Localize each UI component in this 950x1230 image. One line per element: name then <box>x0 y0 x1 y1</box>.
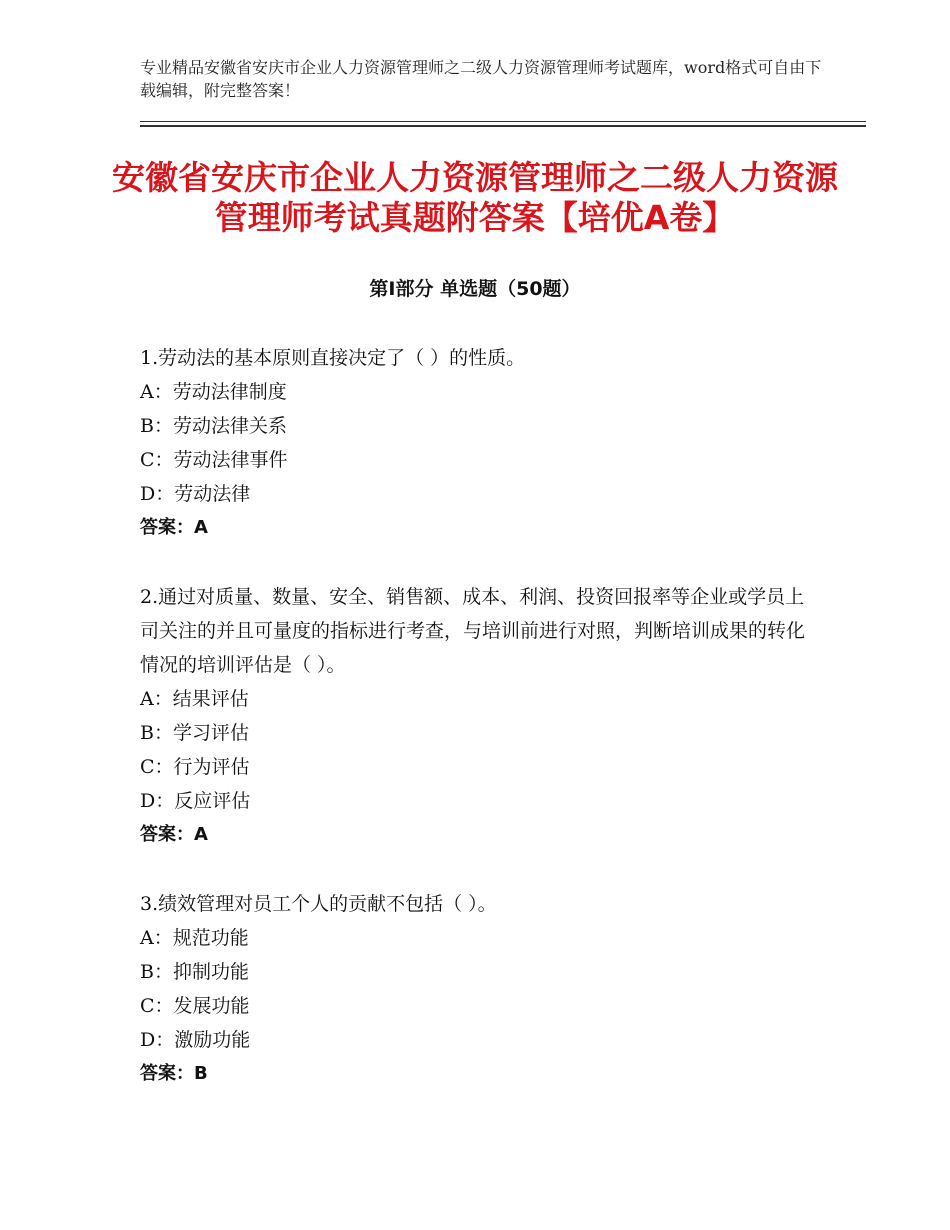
answer-label: 答案：A <box>140 517 208 538</box>
question-text: 1.劳动法的基本原则直接决定了（ ）的性质。 <box>140 347 526 369</box>
question-1 <box>140 341 820 545</box>
header-note: 专业精品安徽省安庆市企业人力资源管理师之二级人力资源管理师考试题库，word格式可自由下载编辑，附完整答案！ <box>140 58 822 100</box>
option-a: A：劳动法律制度 <box>140 381 287 403</box>
option-c: C：发展功能 <box>140 995 250 1017</box>
answer-label: 答案：B <box>140 1063 208 1084</box>
option-b: B：学习评估 <box>140 722 249 744</box>
option-b: B：抑制功能 <box>140 961 249 983</box>
option-c: C：劳动法律事件 <box>140 449 288 471</box>
question-text: 2.通过对质量、数量、安全、销售额、成本、利润、投资回报率等企业或学员上司关注的并且可量度的指标进行考查，与培训前进行对照，判断培训成果的转化情况的培训评估是（ ）。 <box>140 586 806 676</box>
option-d: D：反应评估 <box>140 790 251 812</box>
answer-label: 答案：A <box>140 824 208 845</box>
header-divider <box>140 121 866 127</box>
option-d: D：激励功能 <box>140 1029 251 1051</box>
question-text: 3.绩效管理对员工个人的贡献不包括（ ）。 <box>140 893 497 915</box>
document-title: 安徽省安庆市企业人力资源管理师之二级人力资源管理师考试真题附答案【培优A卷】 <box>112 158 838 237</box>
section-title: 第Ⅰ部分 单选题（50题） <box>369 278 581 300</box>
option-a: A：规范功能 <box>140 927 249 949</box>
question-2 <box>140 580 820 852</box>
question-3 <box>140 887 820 1091</box>
option-b: B：劳动法律关系 <box>140 415 287 437</box>
option-c: C：行为评估 <box>140 756 250 778</box>
option-a: A：结果评估 <box>140 688 249 710</box>
option-d: D：劳动法律 <box>140 483 251 505</box>
